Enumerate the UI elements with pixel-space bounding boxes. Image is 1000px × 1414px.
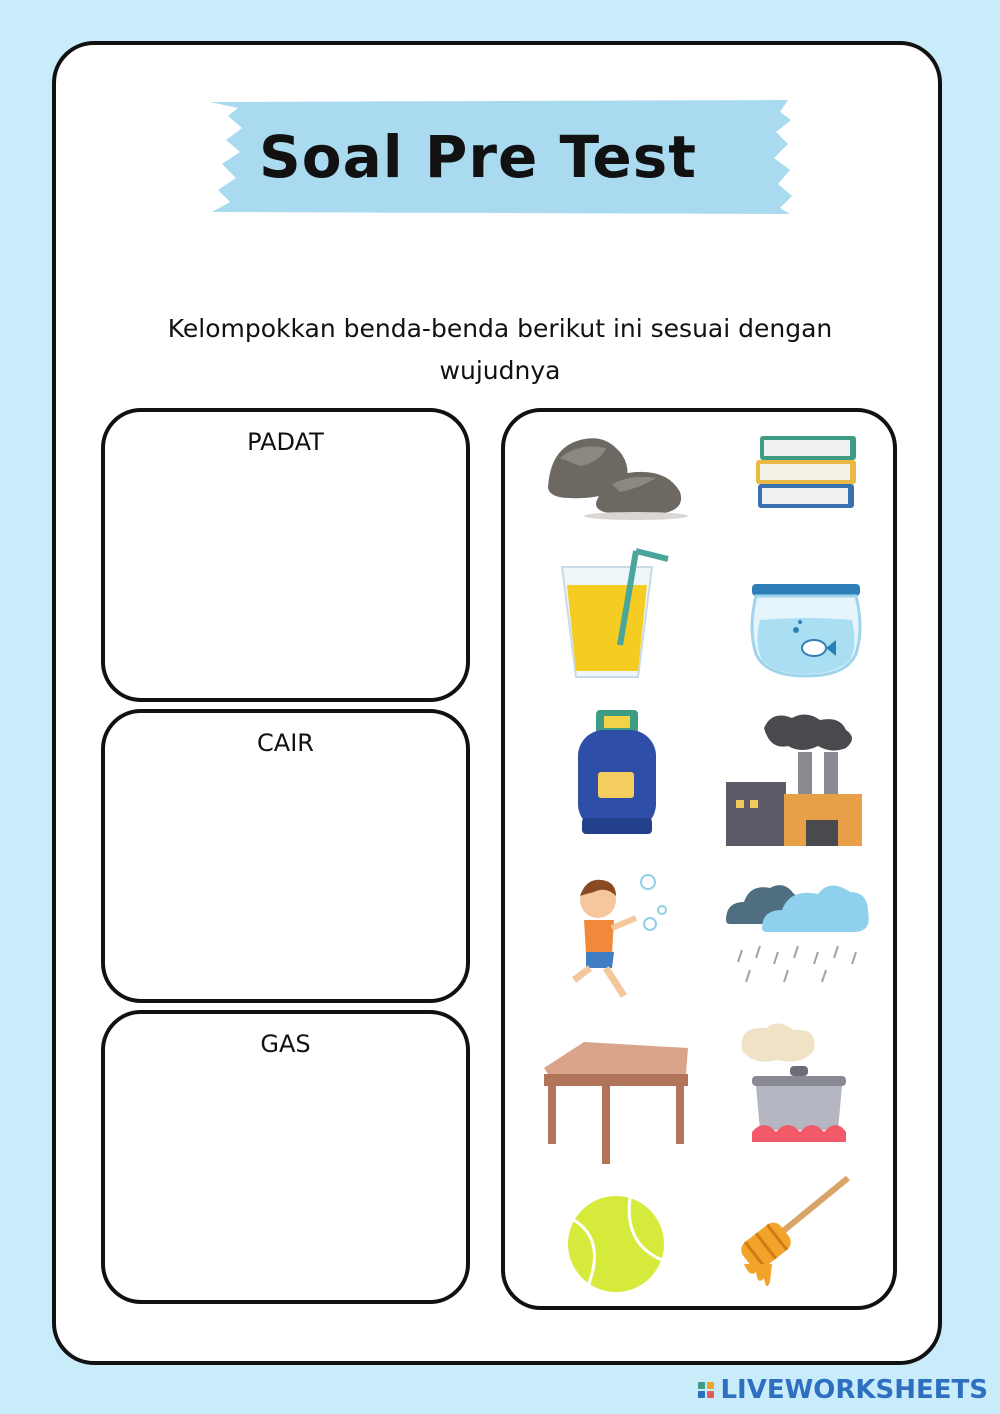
brand-text: LIVEWORKSHEETS [720, 1375, 988, 1405]
honey-dipper-icon[interactable] [722, 1168, 872, 1308]
fish-bowl-icon[interactable] [722, 550, 872, 690]
drop-zone-gas[interactable] [101, 1010, 470, 1304]
rain-clouds-icon[interactable] [722, 870, 872, 1010]
brand-logo-icon [698, 1382, 714, 1398]
instruction-text: Kelompokkan benda-benda berikut ini sesuai dengan wujudnya [167, 314, 833, 385]
juice-glass-icon[interactable] [540, 545, 690, 685]
rocks-icon[interactable] [540, 418, 690, 558]
drop-zone-cair[interactable] [101, 709, 470, 1003]
table-icon[interactable] [540, 1034, 690, 1174]
liveworksheets-brand [698, 1374, 988, 1406]
drop-zone-padat[interactable] [101, 408, 470, 702]
factory-smoke-icon[interactable] [722, 708, 872, 848]
books-icon[interactable] [722, 418, 872, 558]
boy-blowing-bubbles-icon[interactable] [540, 868, 690, 1008]
group-label-cair: CAIR [257, 729, 314, 757]
group-label-gas: GAS [260, 1030, 311, 1058]
boiling-pot-icon[interactable] [722, 1020, 872, 1160]
gas-cylinder-icon[interactable] [540, 706, 690, 846]
title-banner [208, 98, 792, 216]
group-label-padat: PADAT [247, 428, 324, 456]
tennis-ball-icon[interactable] [540, 1168, 690, 1308]
page-title: Soal Pre Test [259, 123, 697, 191]
